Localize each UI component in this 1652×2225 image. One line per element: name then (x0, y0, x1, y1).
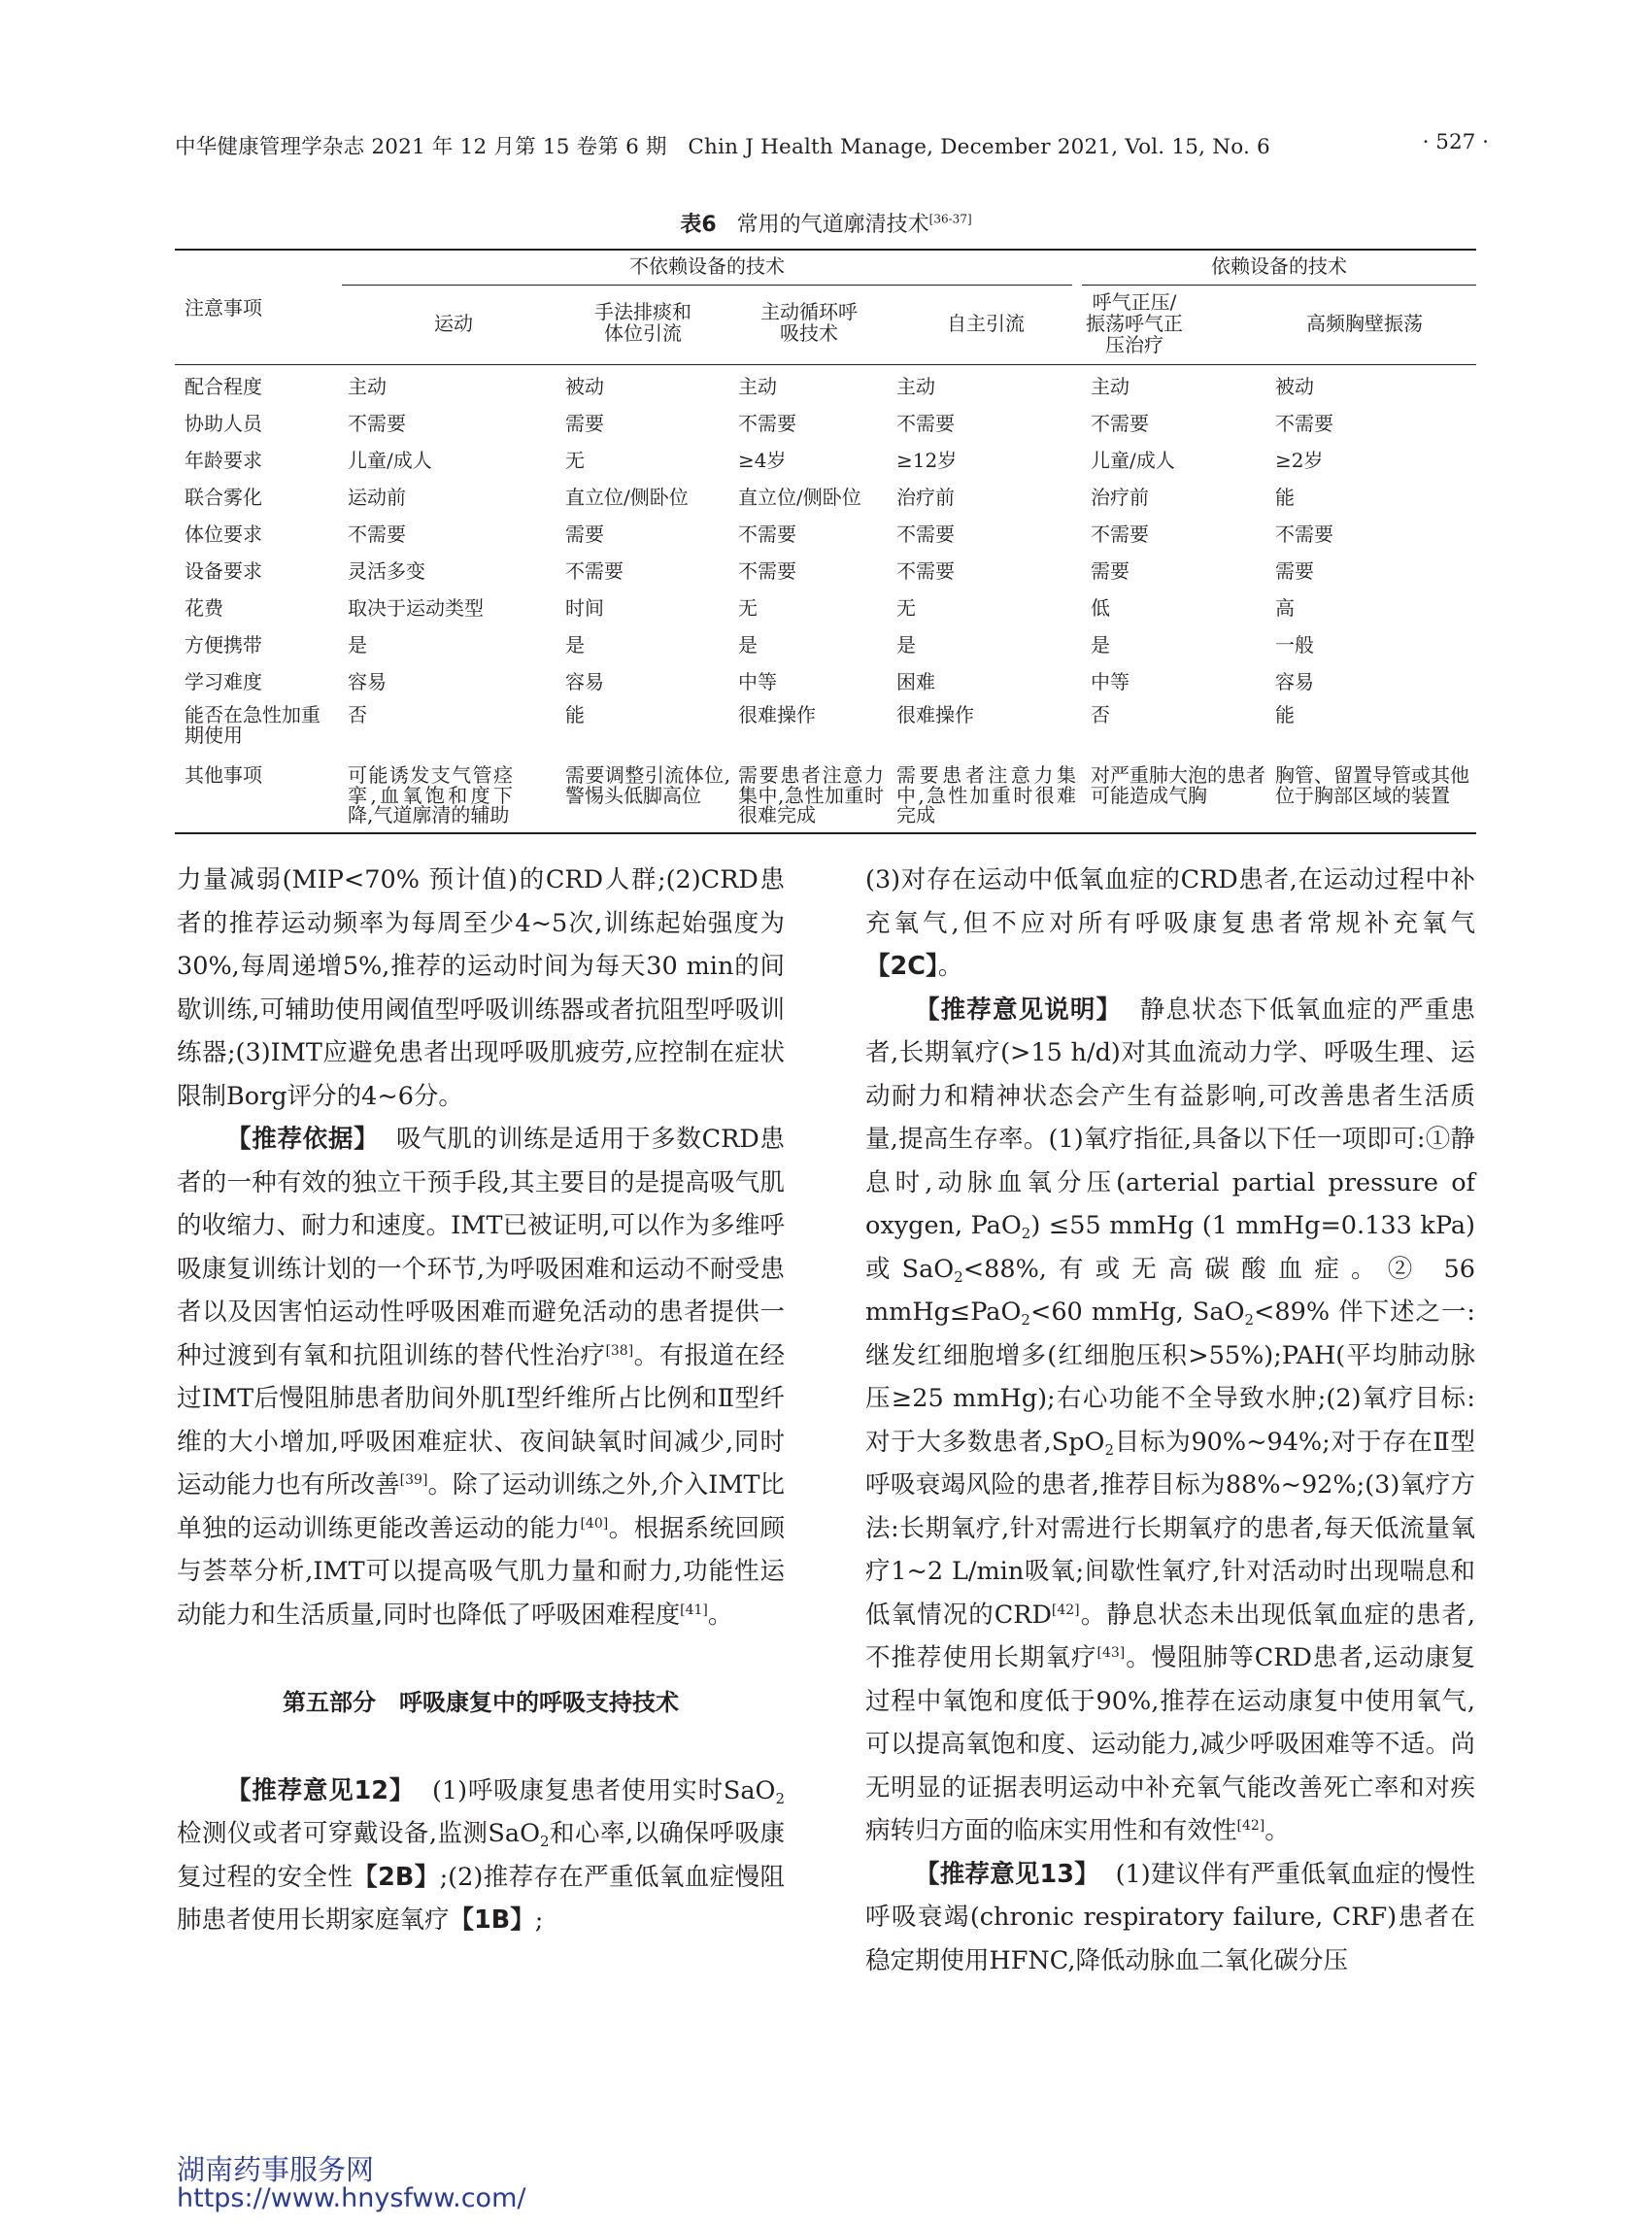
table-cell: 被动 (1275, 375, 1314, 398)
table-cell: 能 (565, 703, 585, 726)
paragraph-label: 【推荐意见13】 (915, 1859, 1099, 1889)
text-run: <89% 伴下述之一:继发红细胞增多(红细胞压积>55%);PAH(平均肺动脉压≥25 mmHg);右心功能不全导致水肿;(2)氧疗目标:对于大多数患者,SpO (865, 1298, 1475, 1457)
paragraph (865, 859, 1475, 989)
table-cell: 治疗前 (896, 486, 955, 509)
table-group-header-right: 依赖设备的技术 (1211, 254, 1347, 278)
table-cell: 儿童/成人 (1091, 449, 1175, 472)
table-cell: 主动 (738, 375, 777, 398)
group-rule-right (1082, 285, 1476, 286)
table-cell: 直立位/侧卧位 (738, 486, 861, 509)
section-heading: 第五部分 呼吸康复中的呼吸支持技术 (283, 1689, 679, 1716)
table-col-header: 手法排痰和体位引流 (594, 300, 691, 345)
table-cell: 主动 (1091, 375, 1129, 398)
evidence-grade: 【2B】 (353, 1862, 440, 1892)
table-cell: 胸管、留置导管或其他位于胸部区域的装置 (1275, 763, 1469, 807)
table-col-header: 运动 (434, 312, 473, 335)
text-run: 。根据系统回顾与荟萃分析,IMT可以提高吸气肌力量和耐力,功能性运动能力和生活质量,同时也降低了呼吸困难程度 (177, 1513, 785, 1630)
table-cell: 儿童/成人 (348, 449, 432, 472)
table-cell: 高 (1275, 596, 1295, 620)
citation: [40] (580, 1515, 609, 1532)
subscript: 2 (1244, 1311, 1255, 1329)
table-bottom-rule (175, 832, 1476, 834)
text-run: ; (534, 1905, 544, 1935)
text-run: 和心率,以确保呼吸康复过程的安全性 (177, 1819, 786, 1892)
citation: [39] (399, 1472, 428, 1488)
subscript: 2 (954, 1267, 963, 1286)
table-cell: 需要 (1091, 559, 1129, 583)
table-cell: 是 (565, 633, 585, 657)
table-cell: 不需要 (1275, 523, 1333, 546)
table-cell: 低 (1091, 596, 1110, 620)
text-run: (1)建议伴有严重低氧血症的慢性呼吸衰竭(chronic respiratory failure, CRF)患者在稳定期使用HFNC,降低动脉血二氧化碳分压 (865, 1859, 1475, 1975)
citation: [42] (1236, 1818, 1265, 1834)
left-column (177, 859, 785, 1942)
watermark-name: 湖南药事服务网 (177, 2153, 375, 2186)
table-cell: 无 (738, 596, 758, 620)
table-cell: 是 (896, 633, 916, 657)
table-row-label: 学习难度 (185, 670, 262, 693)
table-cell: 不需要 (1091, 412, 1149, 435)
table-cell: 治疗前 (1091, 486, 1149, 509)
paragraph (177, 1118, 785, 1636)
text-run: 。除了运动训练之外,介入IMT比单独的运动训练更能改善运动的能力 (177, 1470, 785, 1543)
subscript: 2 (775, 1789, 786, 1807)
table-cell: 中等 (738, 670, 777, 693)
table-row-label: 设备要求 (185, 559, 262, 583)
subscript: 2 (1104, 1440, 1114, 1459)
citation: [41] (680, 1601, 708, 1618)
table-cell: 容易 (1275, 670, 1314, 693)
table-cell: 很难操作 (896, 703, 974, 726)
table-cell: 能 (1275, 703, 1295, 726)
table-cell: 否 (1091, 703, 1110, 726)
table-col-header: 自主引流 (947, 312, 1025, 335)
table-cell: 被动 (565, 375, 604, 398)
table-row-label: 联合雾化 (185, 486, 262, 509)
text-run: 。 (707, 1600, 733, 1630)
text-run: ;(2)推荐存在严重低氧血症慢阻肺患者使用长期家庭氧疗 (177, 1862, 785, 1935)
citation: [42] (1051, 1601, 1080, 1618)
table-cell: 一般 (1275, 633, 1314, 657)
table-cell: 不需要 (896, 559, 955, 583)
table-cell: 不需要 (1275, 412, 1333, 435)
table-row-label: 配合程度 (185, 375, 262, 398)
text-run: 吸气肌的训练是适用于多数CRD患者的一种有效的独立干预手段,其主要目的是提高吸气肌的收缩力、耐力和速度。IMT已被证明,可以作为多维呼吸康复训练计划的一个环节,为呼吸困难和运动不耐受患者以及因害怕运动性呼吸困难而避免活动的患者提供一种过渡到有氧和抗阻训练的替代性治疗 (177, 1125, 785, 1370)
table-cell: 取决于运动类型 (348, 596, 484, 620)
text-run: 。慢阻肺等CRD患者,运动康复过程中氧饱和度低于90%,推荐在运动康复中使用氧气,可以提高氧饱和度、运动能力,减少呼吸困难等不适。尚无明显的证据表明运动中补充氧气能改善死亡率和对疾病转归方面的临床实用性和有效性 (865, 1643, 1475, 1845)
table-row-label: 体位要求 (185, 523, 262, 546)
table-cell: 困难 (896, 670, 935, 693)
subscript: 2 (1021, 1311, 1030, 1329)
table-cell: 不需要 (1091, 523, 1149, 546)
text-run: 。静息状态未出现低氧血症的患者,不推荐使用长期氧疗 (865, 1600, 1475, 1672)
table-label: 表6 (680, 213, 717, 237)
right-column (865, 859, 1475, 1982)
subscript: 2 (540, 1833, 550, 1850)
table-col-header: 主动循环呼吸技术 (760, 300, 858, 345)
table-cell: 主动 (348, 375, 387, 398)
table-row-label: 年龄要求 (185, 449, 262, 472)
text-run: 。 (1264, 1816, 1290, 1845)
table-cell: 需要 (565, 523, 604, 546)
paragraph: 力量减弱(MIP<70% 预计值)的CRD人群;(2)CRD患者的推荐运动频率为每周至少4~5次,训练起始强度为30%,每周递增5%,推荐的运动时间为每天30 min的间歇训练,可辅助使用阈值型呼吸训练器或者抗阻型呼吸训练器;(3)IMT应避免患者出现呼吸肌疲劳,应控制在症状限制Borg评分的4~6分。 (177, 865, 785, 1111)
table-cell: 容易 (348, 670, 387, 693)
text-run: (1)呼吸康复患者使用实时SaO (431, 1775, 776, 1805)
text-run: 检测仪或者可穿戴设备,监测SaO (177, 1819, 540, 1848)
table-cell: 是 (738, 633, 758, 657)
paragraph-label: 【推荐依据】 (226, 1125, 380, 1154)
table-cell: 主动 (896, 375, 935, 398)
text-run: <60 mmHg, SaO (1029, 1298, 1245, 1327)
table-group-header-left: 不依赖设备的技术 (629, 254, 785, 278)
table-cell: 可能诱发支气管痉挛,血氧饱和度下降,气道廓清的辅助 (348, 763, 513, 826)
table-cell: 需要患者注意力集中,急性加重时很难完成 (738, 763, 884, 826)
table-cell: 需要调整引流体位,警惕头低脚高位 (565, 763, 730, 807)
table-cell: ≥2岁 (1275, 449, 1324, 472)
table-cell: 需要 (1275, 559, 1314, 583)
running-header: 中华健康管理学杂志 2021 年 12 月第 15 卷第 6 期 Chin J Health Manage, December 2021, Vol. 15, No. 6 (175, 135, 1270, 159)
table-top-rule (175, 249, 1476, 251)
table-cell: 中等 (1091, 670, 1129, 693)
table-col-header-item: 注意事项 (185, 296, 262, 320)
table-cell: 不需要 (348, 523, 406, 546)
paragraph (865, 1853, 1475, 1983)
table-row-label: 能否在急性加重期使用 (185, 703, 320, 747)
table-cell: 容易 (565, 670, 604, 693)
paragraph (865, 989, 1475, 1853)
table-cell: 很难操作 (738, 703, 816, 726)
table-cell: 否 (348, 703, 367, 726)
table-row-label: 协助人员 (185, 412, 262, 435)
table-cell: ≥12岁 (896, 449, 958, 472)
table-cell: 是 (348, 633, 367, 657)
citation: [43] (1096, 1645, 1126, 1661)
watermark-url[interactable]: https://www.hnysfww.com/ (177, 2183, 526, 2213)
table-cell: 时间 (565, 596, 604, 620)
table-cell: 不需要 (348, 412, 406, 435)
table-cell: 需要患者注意力集中,急性加重时很难完成 (896, 763, 1076, 826)
table-cell: 无 (896, 596, 916, 620)
text-run: 。有报道在经过IMT后慢阻肺患者肋间外肌Ⅰ型纤维所占比例和Ⅱ型纤维的大小增加,呼吸困难症状、夜间缺氧时间减少,同时运动能力也有所改善 (177, 1340, 785, 1500)
table-cell: ≥4岁 (738, 449, 787, 472)
page-number: · 527 · (1422, 130, 1489, 154)
text-run: 静息状态下低氧血症的严重患者,长期氧疗(>15 h/d)对其血流动力学、呼吸生理、运动耐力和精神状态会产生有益影响,可改善患者生活质量,提高生存率。(1)氧疗指征,具备以下任一项即可:①静息时,动脉血氧分压(arterial partial pressure of oxygen, PaO (865, 995, 1475, 1240)
table-cell: 无 (565, 449, 585, 472)
evidence-grade: 【2C】 (865, 952, 938, 981)
text-run: 。 (937, 952, 963, 981)
table-col-header: 高频胸壁振荡 (1306, 312, 1423, 335)
table-row-label: 花费 (185, 596, 223, 620)
table-cell: 直立位/侧卧位 (565, 486, 689, 509)
table-title (0, 208, 1652, 238)
table-title-text: 常用的气道廓清技术 (736, 213, 929, 237)
table-cell: 不需要 (565, 559, 624, 583)
paragraph-label: 【推荐意见说明】 (915, 995, 1123, 1025)
text-run: (3)对存在运动中低氧血症的CRD患者,在运动过程中补充氧气,但不应对所有呼吸康复患者常规补充氧气 (865, 865, 1475, 938)
table-cell: 能 (1275, 486, 1295, 509)
table-cell: 不需要 (738, 559, 796, 583)
table-col-header: 呼气正压/振荡呼气正压治疗 (1086, 290, 1183, 356)
evidence-grade: 【1B】 (449, 1905, 535, 1935)
table-cell: 不需要 (896, 523, 955, 546)
table-cell: 不需要 (738, 412, 796, 435)
text-run: <88%,有或无高碳酸血症。② 56 mmHg≤PaO (865, 1254, 1475, 1327)
table-row-label: 方便携带 (185, 633, 262, 657)
table-cell: 是 (1091, 633, 1110, 657)
table-cell: 不需要 (896, 412, 955, 435)
table-cell: 运动前 (348, 486, 406, 509)
text-run: ) ≤55 mmHg (1 mmHg=0.133 kPa)或SaO (865, 1211, 1476, 1284)
table-cell: 不需要 (738, 523, 796, 546)
text-run: 目标为90%~94%;对于存在Ⅱ型呼吸衰竭风险的患者,推荐目标为88%~92%;(3)氧疗方法:长期氧疗,针对需进行长期氧疗的患者,每天低流量氧疗1~2 L/min吸氧;间歇性氧疗,针对活动时出现喘息和低氧情况的CRD (865, 1427, 1475, 1630)
table-ref: [36-37] (928, 212, 972, 226)
group-rule-left (342, 285, 1072, 286)
table-row-label: 其他事项 (185, 763, 262, 787)
subscript: 2 (1021, 1225, 1031, 1242)
paragraph-label: 【推荐意见12】 (226, 1775, 416, 1805)
header-bottom-rule (175, 364, 1476, 365)
table-cell: 对严重肺大泡的患者可能造成气胸 (1091, 763, 1265, 807)
table-cell: 灵活多变 (348, 559, 425, 583)
table-cell: 需要 (565, 412, 604, 435)
paragraph (177, 1770, 785, 1942)
citation: [38] (605, 1342, 634, 1359)
